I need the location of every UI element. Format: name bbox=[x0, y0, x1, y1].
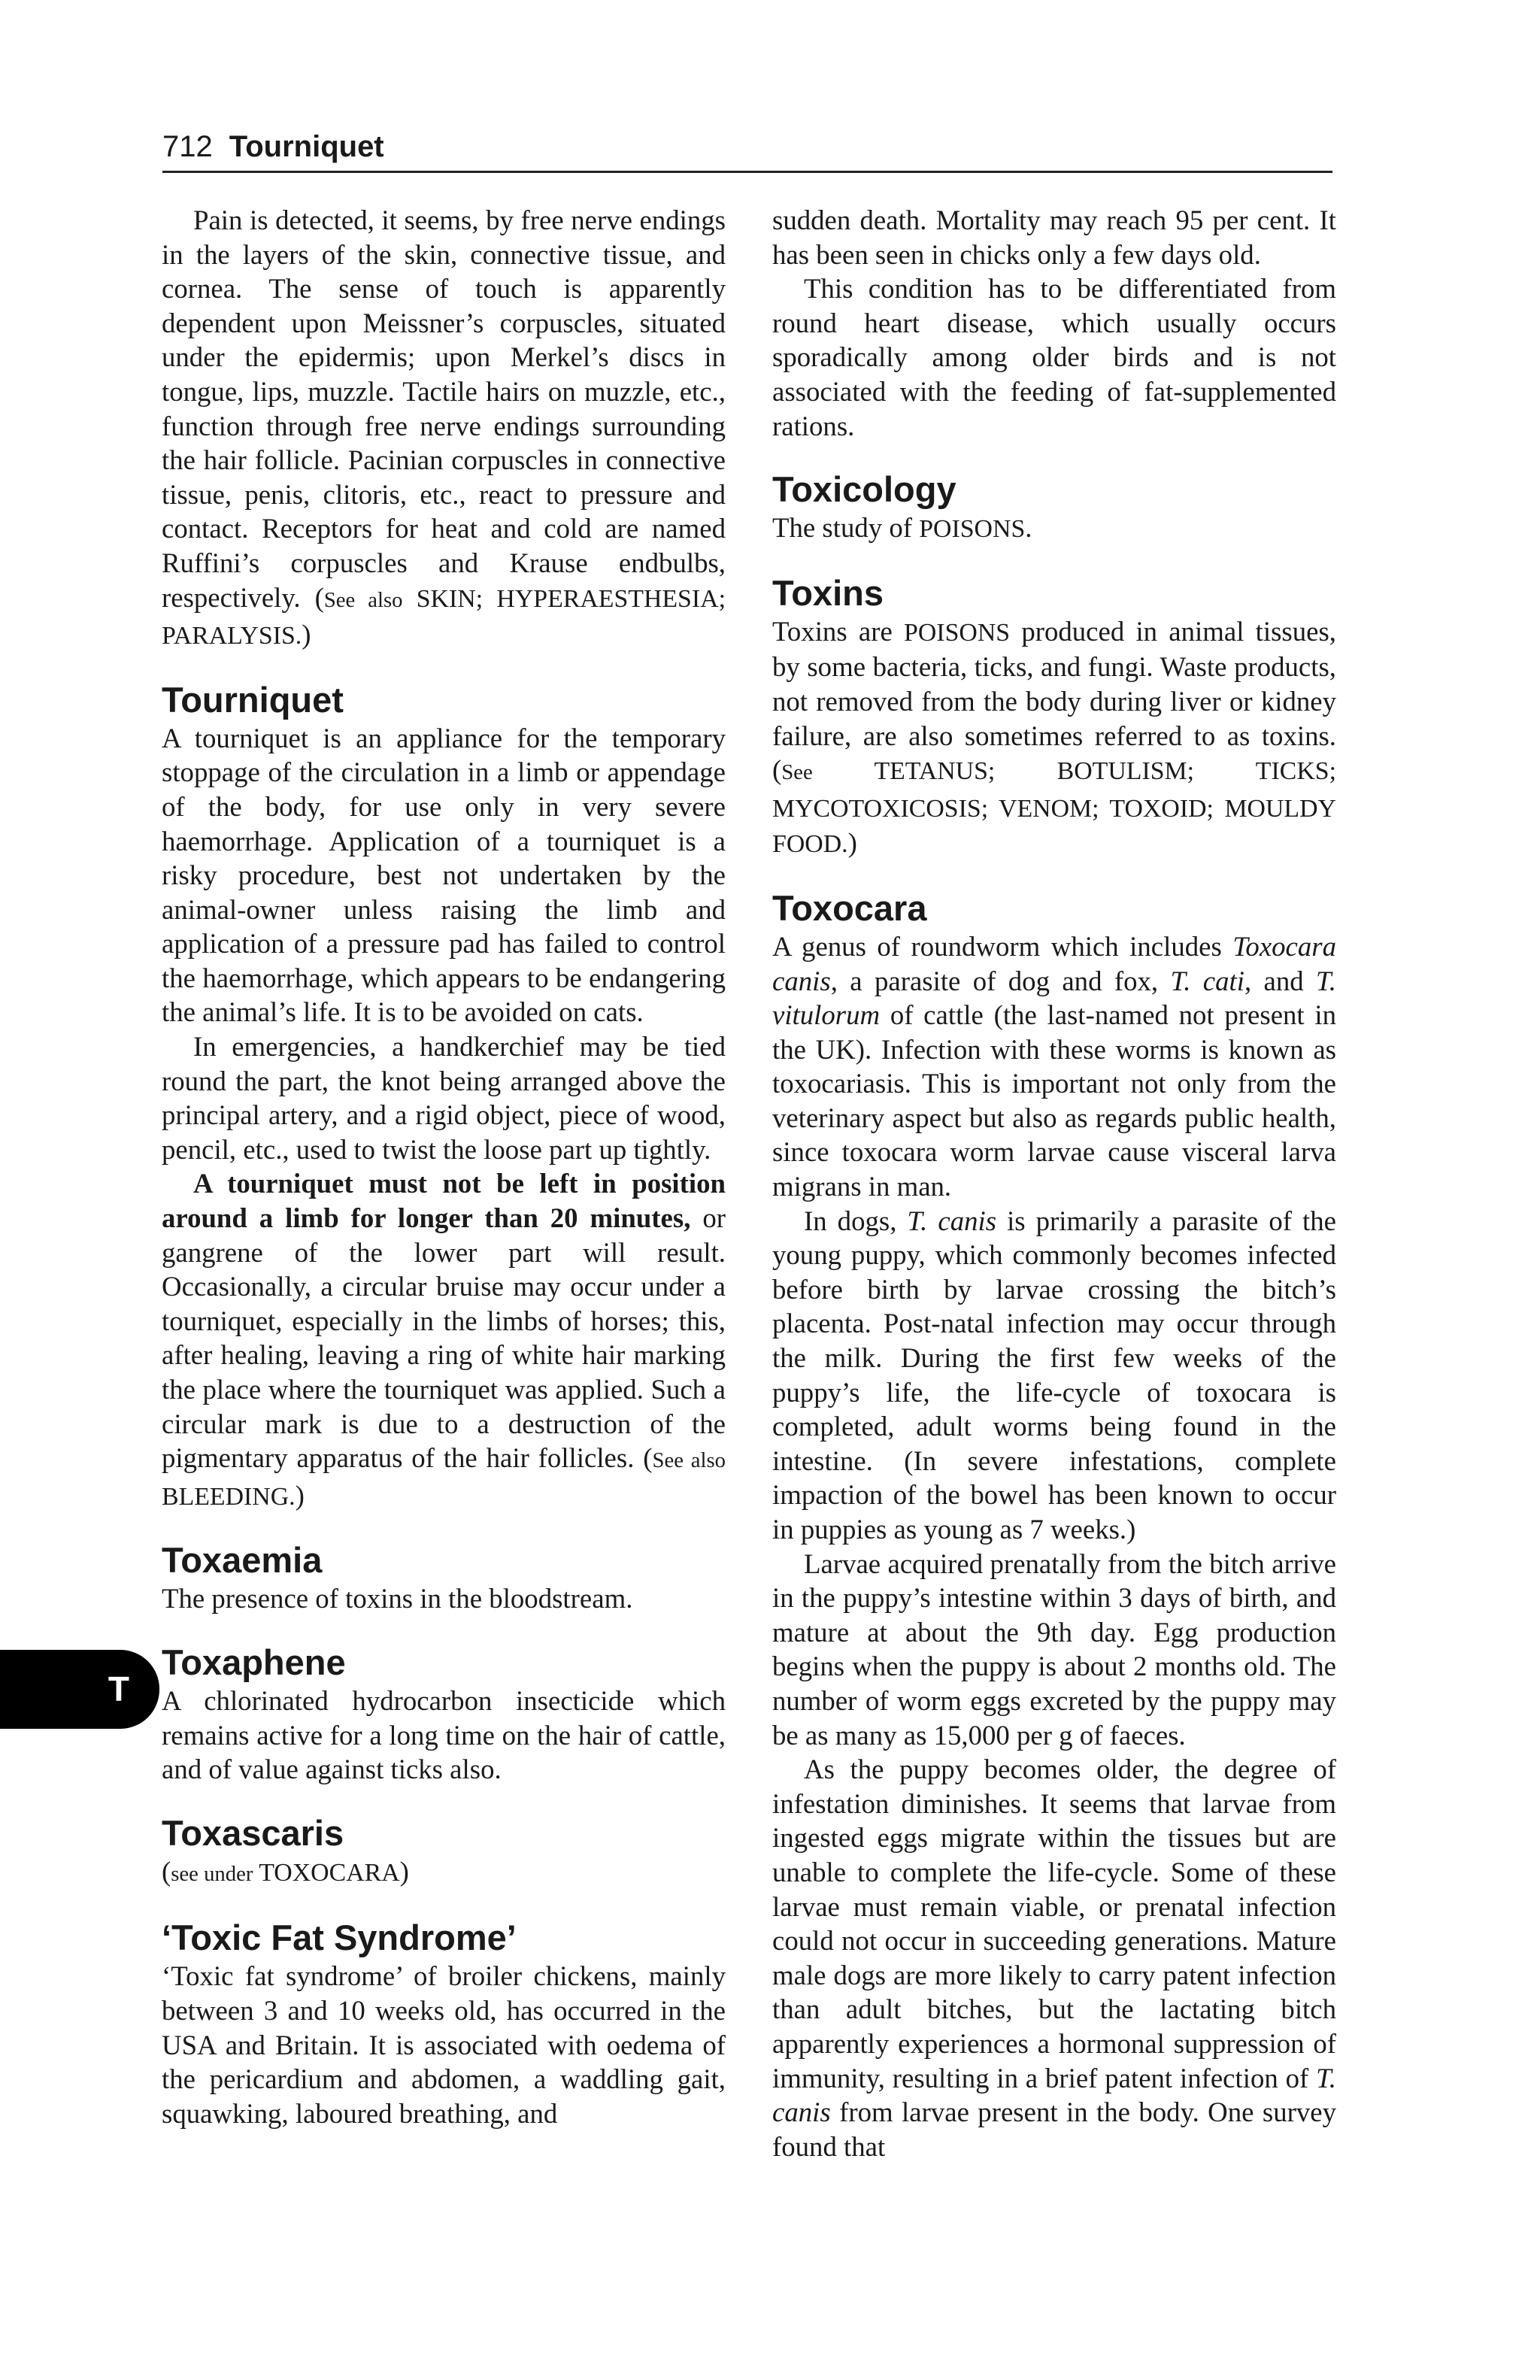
thumb-index-tab bbox=[0, 1650, 159, 1729]
cross-references: TETANUS; BOTULISM; TICKS; MYCOTOXICOSIS; VENOM; TOXOID; MOULDY FOOD. bbox=[772, 757, 1336, 859]
entry-heading-toxocara: Toxocara bbox=[772, 887, 927, 928]
species-name: T. cati bbox=[1170, 965, 1244, 996]
entry-heading-toxins: Toxins bbox=[772, 572, 884, 613]
toxocara-paragraph-4 bbox=[772, 1752, 1336, 2163]
tourniquet-paragraph-3 bbox=[162, 1166, 726, 1514]
paren-open: ( bbox=[772, 754, 782, 786]
entry-heading-toxic-fat-syndrome: ‘Toxic Fat Syndrome’ bbox=[162, 1918, 517, 1958]
see-label: See bbox=[781, 760, 813, 785]
paren-close: ) bbox=[847, 827, 857, 859]
entry-heading-toxaemia: Toxaemia bbox=[162, 1540, 323, 1581]
toxicology-definition bbox=[772, 511, 1336, 547]
right-column bbox=[772, 203, 1336, 2163]
tourniquet-text: or gangrene of the lower part will result. Occasionally, a circular bruise may occur under a tourniquet, especially in the limbs of horses; this, after healing, leaving a ring of white hair marking the place where the tourniquet was applied. Such a circular mark is due to a destruction of the pigmentary apparatus of the hair follicles. bbox=[162, 1202, 726, 1474]
paren-open: ( bbox=[634, 1442, 653, 1474]
paren-close: ) bbox=[399, 1855, 409, 1887]
cross-reference: POISONS bbox=[919, 515, 1026, 544]
toxascaris-definition bbox=[162, 1854, 726, 1892]
running-header bbox=[162, 120, 1332, 173]
left-column bbox=[162, 203, 726, 2130]
tourniquet-paragraph-2: In emergencies, a handkerchief may be tied round the part, the knot being arranged above the principal artery, and a rigid object, piece of wood, pencil, etc., used to twist the loose part up tightly. bbox=[162, 1031, 726, 1165]
thumb-tab-letter: T bbox=[108, 1669, 129, 1708]
tourniquet-paragraph-1: A tourniquet is an appliance for the temporary stoppage of the circulation in a limb or appendage of the body, for use only in very severe haemorrhage. Application of a tourniquet is a risky procedure, best not undertaken by the animal-owner unless raising the limb and application of a pressure pad has failed to control the haemorrhage, which appears to be endangering the animal’s life. It is to be avoided on cats. bbox=[162, 722, 726, 1028]
toxaphene-definition: A chlorinated hydrocarbon insecticide which remains active for a long time on the hair of cattle, and of value against ticks also. bbox=[162, 1684, 726, 1785]
paren-close: ) bbox=[295, 1479, 305, 1511]
toxocara-paragraph-3: Larvae acquired prenatally from the bitch arrive in the puppy’s intestine within 3 days of birth, and mature at about the 9th day. Egg production begins when the puppy is about 2 months old. The number of worm eggs excreted by the puppy may be as many as 15,000 per g of faeces. bbox=[772, 1548, 1336, 1751]
text: of cattle (the last-named not present in the UK). Infection with these worms is known as toxocariasis. This is important not only from the veterinary aspect but also as regards public health, since toxocara worm larvae cause visceral larva migrans in man. bbox=[772, 999, 1336, 1202]
species-name: T. canis bbox=[772, 2062, 1336, 2128]
toxins-text: produced in animal tissues, by some bacteria, ticks, and fungi. Waste products, not removed from the body during liver or kidney failure, are also sometimes referred to as toxins. bbox=[772, 615, 1337, 751]
entry-heading-tourniquet: Tourniquet bbox=[162, 679, 344, 720]
text: As the puppy becomes older, the degree of infestation diminishes. It seems that larvae from ingested eggs migrate within the tissues but are unable to complete the life-cycle. Some of these larvae must remain viable, or prenatal infection could not occur in succeeding generations. Mature male dogs are more likely to carry patent infection than adult bitches, but the lactating bitch apparently experiences a hormonal suppression of immunity, resulting in a brief patent infection of bbox=[772, 1754, 1336, 2093]
text: , a parasite of dog and fox, bbox=[830, 965, 1171, 996]
entry-heading-toxaphene: Toxaphene bbox=[162, 1642, 346, 1682]
see-also-label: See also bbox=[652, 1448, 726, 1473]
period: . bbox=[1025, 512, 1032, 544]
cross-reference: BLEEDING. bbox=[162, 1482, 296, 1511]
toxicology-text: The study of bbox=[772, 512, 920, 544]
species-name: T. canis bbox=[907, 1205, 997, 1236]
paren-open: ( bbox=[300, 581, 324, 613]
toxocara-paragraph-1 bbox=[772, 929, 1336, 1204]
toxic-fat-differentiation: This condition has to be differentiated from round heart disease, which usually occurs sporadically among older birds and is not associated with the feeding of fat-supplemented rations. bbox=[772, 273, 1336, 441]
text: In dogs, bbox=[804, 1205, 908, 1236]
paren-open: ( bbox=[162, 1855, 171, 1887]
page-number: 712 bbox=[162, 130, 213, 163]
text: , and bbox=[1244, 965, 1317, 996]
toxins-text-start: Toxins are bbox=[772, 615, 905, 647]
cross-reference: TOXOCARA bbox=[253, 1858, 400, 1887]
toxaemia-definition: The presence of toxins in the bloodstream. bbox=[162, 1583, 633, 1614]
toxocara-paragraph-2 bbox=[772, 1204, 1336, 1547]
species-name: T. vitulorum bbox=[772, 965, 1336, 1031]
text: from larvae present in the body. One survey found that bbox=[772, 2097, 1336, 2162]
running-head-title: Tourniquet bbox=[229, 130, 384, 163]
text: A genus of roundworm which includes bbox=[772, 930, 1233, 962]
entry-heading-toxicology: Toxicology bbox=[772, 469, 956, 510]
toxins-definition bbox=[772, 614, 1336, 862]
paren-close: ) bbox=[302, 619, 311, 650]
pain-text: Pain is detected, it seems, by free nerve endings in the layers of the skin, connective tissue, and cornea. The sense of touch is apparently dependent upon Meissner’s corpuscles, situated under the epidermis; upon Merkel’s discs in tongue, lips, muzzle. Tactile hairs on muzzle, etc., function through free nerve endings surrounding the hair follicle. Pacinian corpuscles in connective tissue, penis, clitoris, etc., react to pressure and contact. Receptors for heat and cold are named Ruffini’s corpuscles and Krause endbulbs, respectively. bbox=[162, 205, 726, 613]
toxic-fat-continuation: sudden death. Mortality may reach 95 per cent. It has been seen in chicks only a few days old. bbox=[772, 205, 1336, 270]
pain-paragraph bbox=[162, 203, 726, 653]
see-under-label: see under bbox=[171, 1861, 253, 1886]
species-name: Toxocara canis bbox=[772, 930, 1336, 996]
text: is primarily a parasite of the young puppy, which commonly becomes infected before birth by larvae crossing the bitch’s placenta. Post-natal infection may occur through the milk. During the first few weeks of the puppy’s life, the life-cycle of toxocara is completed, adult worms being found in the intestine. (In severe infestations, complete impaction of the bowel has been known to occur in puppies as young as 7 weeks.) bbox=[772, 1205, 1337, 1545]
cross-reference: POISONS bbox=[904, 618, 1011, 647]
tourniquet-warning: A tourniquet must not be left in position around a limb for longer than 20 minutes, bbox=[162, 1168, 726, 1234]
entry-heading-toxascaris: Toxascaris bbox=[162, 1812, 344, 1853]
cross-references: SKIN; HYPERAESTHESIA; PARALYSIS. bbox=[162, 584, 726, 650]
see-also-label: See also bbox=[323, 587, 403, 612]
toxic-fat-paragraph: ‘Toxic fat syndrome’ of broiler chickens, mainly between 3 and 10 weeks old, has occurred in the USA and Britain. It is associated with oedema of the pericardium and abdomen, a waddling gait, squawking, laboured breathing, and bbox=[162, 1960, 726, 2129]
